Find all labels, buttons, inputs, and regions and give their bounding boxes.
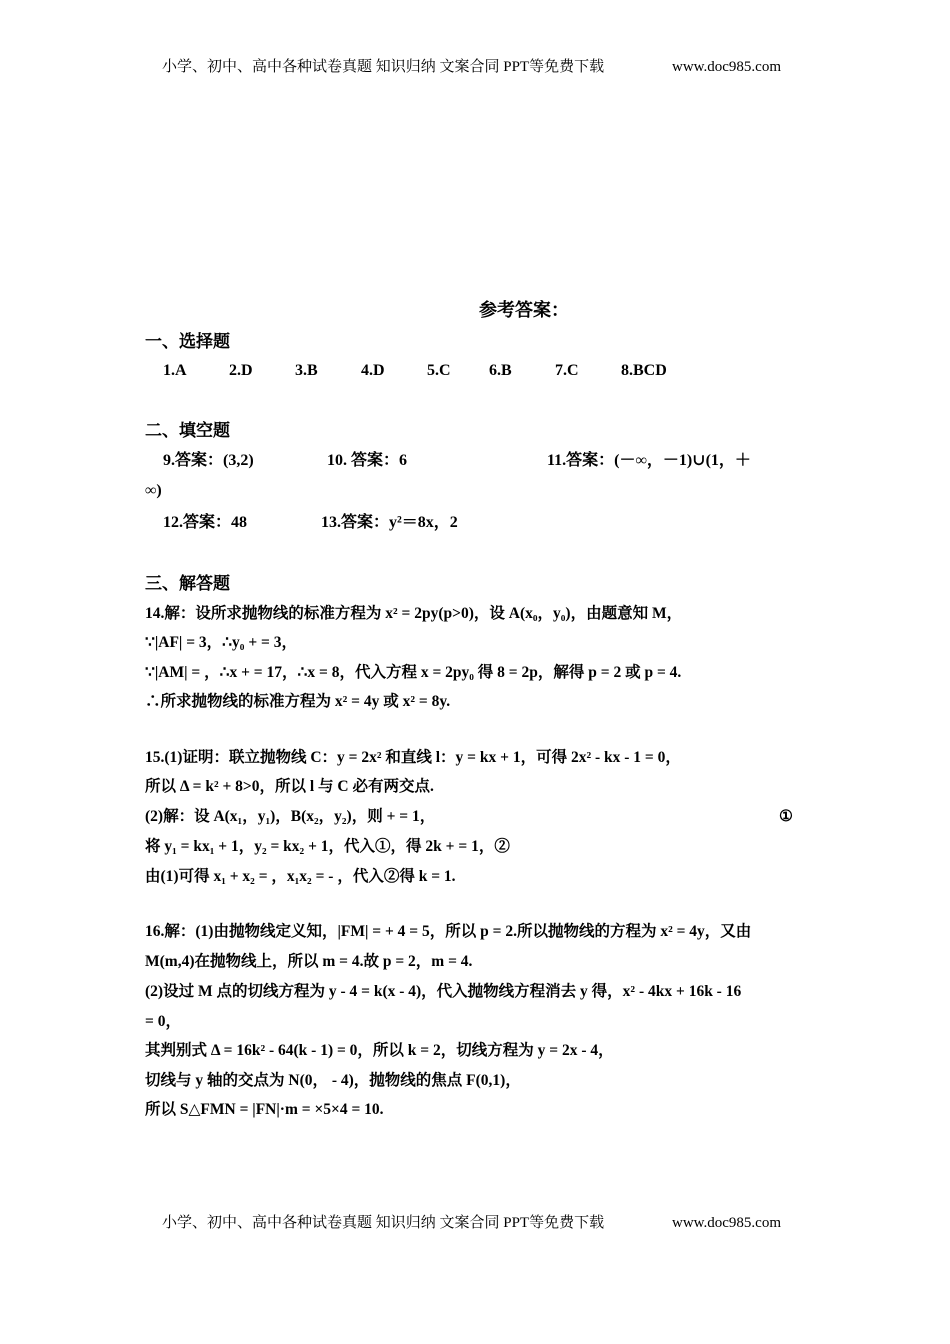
q14-line: 14.解：设所求抛物线的标准方程为 x² = 2py(p>0)，设 A(x₀，y₀)，由题意知 M， bbox=[145, 605, 683, 622]
q16-line: 所以 S△FMN = |FN|·m = ×5×4 = 10. bbox=[145, 1101, 384, 1118]
answer-13: 13.答案：y²＝8x，2 bbox=[321, 514, 458, 531]
q16-line: M(m,4)在抛物线上，所以 m = 4.故 p = 2，m = 4. bbox=[145, 953, 473, 970]
equation-marker: ① bbox=[779, 808, 793, 825]
section-heading-choice: 一、选择题 bbox=[145, 332, 230, 352]
answer-9: 9.答案：(3,2) bbox=[163, 452, 254, 469]
section-heading-solutions: 三、解答题 bbox=[145, 574, 230, 594]
section-heading-fill: 二、填空题 bbox=[145, 421, 230, 441]
q15-line: 由(1)可得 x₁ + x₂ = ，x₁x₂ = - ，代入②得 k = 1. bbox=[145, 868, 456, 885]
page-header-text: 小学、初中、高中各种试卷真题 知识归纳 文案合同 PPT等免费下载 bbox=[162, 59, 605, 75]
answer-8: 8.BCD bbox=[621, 362, 667, 379]
q15-line: 将 y₁ = kx₁ + 1，y₂ = kx₂ + 1，代入①，得 2k + = 1，② bbox=[145, 838, 510, 855]
q14-line: ∴所求抛物线的标准方程为 x² = 4y 或 x² = 8y. bbox=[145, 693, 451, 710]
answer-1: 1.A bbox=[163, 362, 187, 379]
answer-3: 3.B bbox=[295, 362, 318, 379]
page-footer-text: 小学、初中、高中各种试卷真题 知识归纳 文案合同 PPT等免费下载 bbox=[162, 1215, 605, 1231]
answer-10: 10. 答案：6 bbox=[327, 452, 408, 469]
answer-11: 11.答案：(－∞，－1)∪(1，＋ bbox=[547, 452, 751, 469]
answer-5: 5.C bbox=[427, 362, 451, 379]
q16-line: 切线与 y 轴的交点为 N(0， - 4)，抛物线的焦点 F(0,1)， bbox=[145, 1072, 521, 1089]
answer-12: 12.答案：48 bbox=[163, 514, 248, 531]
q15-line: 15.(1)证明：联立抛物线 C：y = 2x² 和直线 l：y = kx + 1，可得 2x² - kx - 1 = 0， bbox=[145, 749, 681, 766]
q16-line: 其判别式 Δ = 16k² - 64(k - 1) = 0，所以 k = 2，切线方程为 y = 2x - 4， bbox=[145, 1042, 614, 1059]
page-title: 参考答案： bbox=[479, 300, 569, 321]
q14-line: ∵|AF| = 3，∴y₀ + = 3， bbox=[145, 634, 297, 651]
q15-line: 所以 Δ = k² + 8>0，所以 l 与 C 必有两交点. bbox=[145, 778, 434, 795]
q16-line: 16.解：(1)由抛物线定义知，|FM| = + 4 = 5，所以 p = 2.所以抛物线的方程为 x² = 4y，又由 bbox=[145, 923, 752, 940]
answer-6: 6.B bbox=[489, 362, 512, 379]
answer-7: 7.C bbox=[555, 362, 579, 379]
page-footer-url: www.doc985.com bbox=[672, 1215, 782, 1231]
q14-line: ∵|AM| = ，∴x + = 17，∴x = 8，代入方程 x = 2py₀ 得 8 = 2p，解得 p = 2 或 p = 4. bbox=[145, 664, 682, 681]
q15-line: (2)解：设 A(x₁，y₁)，B(x₂，y₂)，则 + = 1， bbox=[145, 808, 436, 825]
answer-2: 2.D bbox=[229, 362, 253, 379]
q16-line: = 0， bbox=[145, 1013, 181, 1030]
page-header-url: www.doc985.com bbox=[672, 59, 782, 75]
answer-4: 4.D bbox=[361, 362, 385, 379]
answer-11-cont: ∞) bbox=[145, 482, 162, 499]
q16-line: (2)设过 M 点的切线方程为 y - 4 = k(x - 4)，代入抛物线方程消去 y 得，x² - 4kx + 16k - 16 bbox=[145, 983, 742, 1000]
